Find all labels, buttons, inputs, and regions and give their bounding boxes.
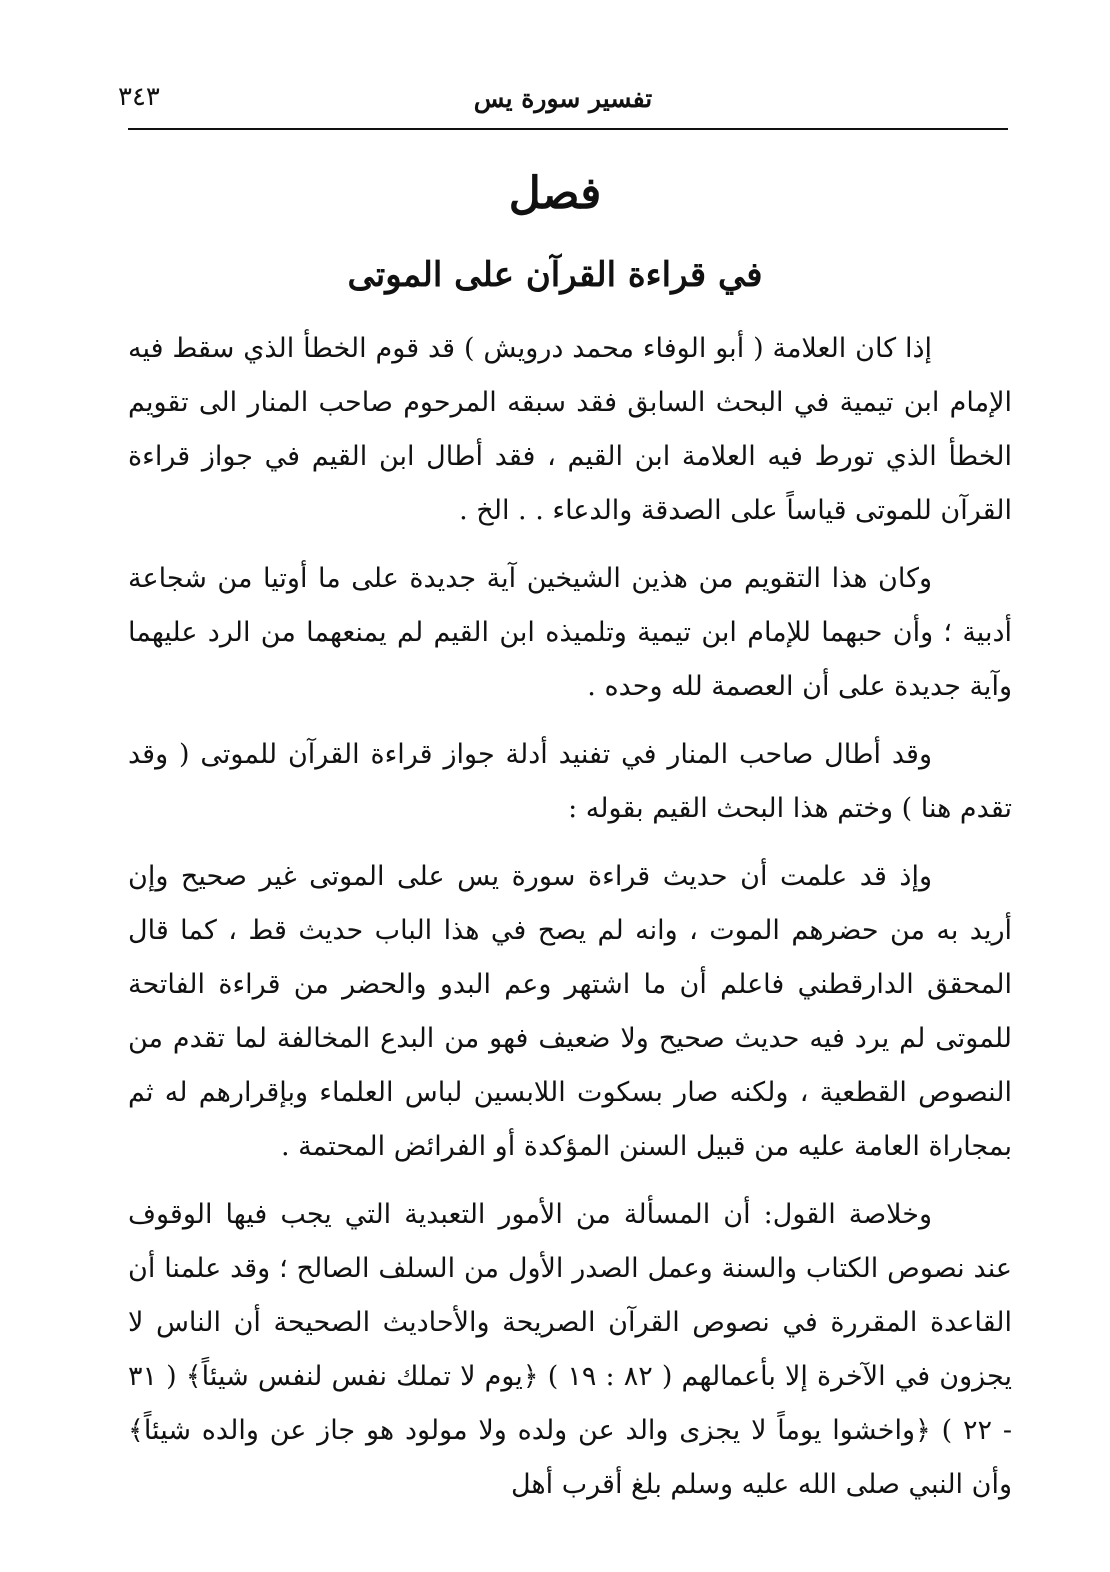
paragraph-4: وإذ قد علمت أن حديث قراءة سورة يس على الموتى غير صحيح وإن أريد به من حضرهم الموت ، وانه لم يصح في هذا الباب حديث قط ، كما قال المحقق الدارقطني فاعلم أن ما اشتهر وعم البدو والحضر من قراءة الفاتحة للموتى لم يرد فيه حديث صحيح ولا ضعيف فهو من البدع المخالفة لما تقدم من النصوص القطعية ، ولكنه صار بسكوت اللابسين لباس العلماء وبإقرارهم له ثم بمجاراة العامة عليه من قبيل السنن المؤكدة أو الفرائض المحتمة .	[128, 861, 1012, 1162]
paragraph-3: وقد أطال صاحب المنار في تفنيد أدلة جواز قراءة القرآن للموتى ( وقد تقدم هنا ) وختم هذا البحث القيم بقوله :	[128, 739, 1012, 824]
body-text	[128, 322, 1012, 1526]
running-title: تفسير سورة يس	[473, 84, 653, 113]
running-head	[118, 76, 1008, 126]
section-subheading: في قراءة القرآن على الموتى	[347, 255, 763, 295]
paragraph-2: وكان هذا التقويم من هذين الشيخين آية جديدة على ما أوتيا من شجاعة أدبية ؛ وأن حبهما للإمام ابن تيمية وتلميذه ابن القيم لم يمنعهما من الرد عليهما وآية جديدة على أن العصمة لله وحده .	[128, 563, 1012, 702]
page-number: ٣٤٣	[118, 82, 160, 112]
paragraph-1: إذا كان العلامة ( أبو الوفاء محمد درويش ) قد قوم الخطأ الذي سقط فيه الإمام ابن تيمية في البحث السابق فقد سبقه المرحوم صاحب المنار الى تقويم الخطأ الذي تورط فيه العلامة ابن القيم ، فقد أطال ابن القيم في جواز قراءة القرآن للموتى قياساً على الصدقة والدعاء . . الخ .	[128, 333, 1012, 526]
paragraph-5: وخلاصة القول: أن المسألة من الأمور التعبدية التي يجب فيها الوقوف عند نصوص الكتاب والسنة وعمل الصدر الأول من السلف الصالح ؛ وقد علمنا أن القاعدة المقررة في نصوص القرآن الصريحة والأحاديث الصحيحة أن الناس لا يجزون في الآخرة إلا بأعمالهم ( ٨٢ : ١٩ ) ﴿يوم لا تملك نفس لنفس شيئاً﴾ ( ٣١ - ٢٢ ) ﴿واخشوا يوماً لا يجزى والد عن ولده ولا مولود هو جاز عن والده شيئاً﴾ وأن النبي صلى الله عليه وسلم بلغ أقرب أهل	[128, 1199, 1012, 1500]
header-rule	[128, 128, 1008, 130]
section-heading: فصل	[508, 168, 602, 219]
